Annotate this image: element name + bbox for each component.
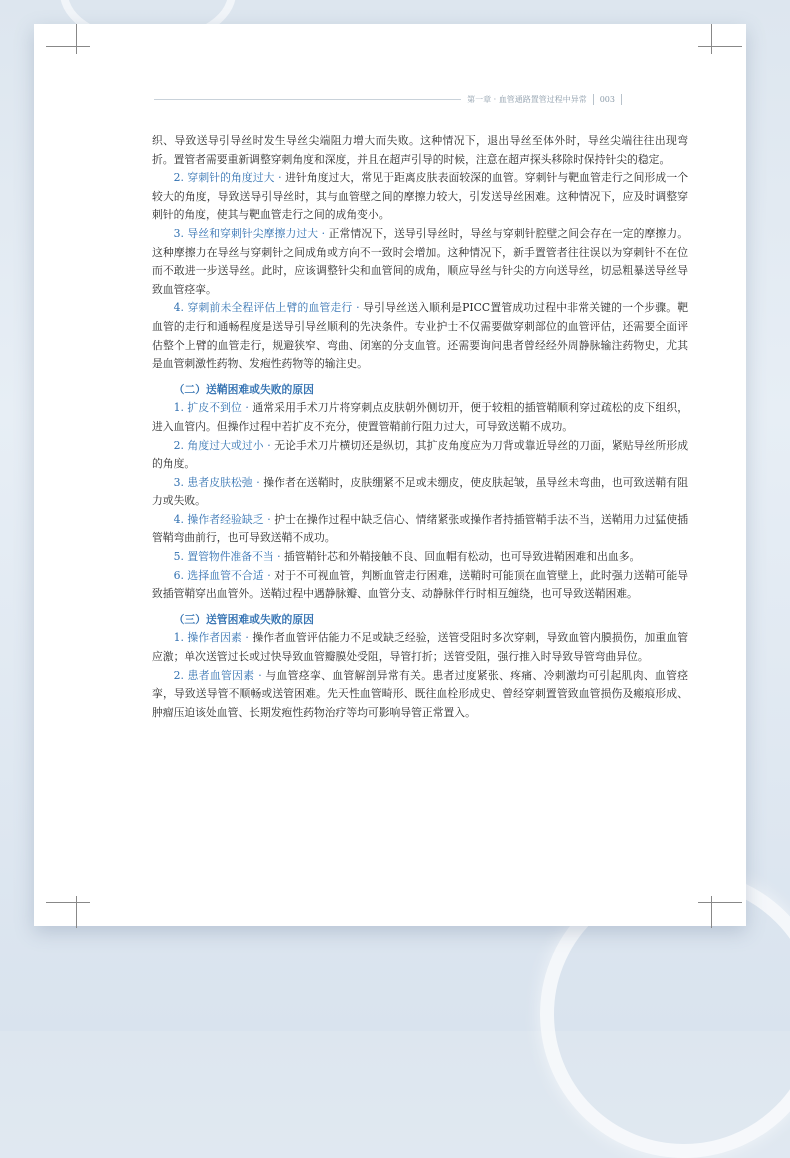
item-title: 2. 角度过大或过小: [173, 438, 264, 452]
paragraph: 2. 角度过大或过小 · 无论手术刀片横切还是纵切，其扩皮角度应为刀背或靠近导丝的刀面，紧贴导丝所形成的角度。: [152, 438, 689, 471]
header-separator: [593, 94, 594, 105]
item-text: 进针角度过大，常见于距离皮肤表面较深的血管。穿刺针与靶血管走行之间形成一个较大的角度，导致送导引导丝时，其与血管壁之间的摩擦力较大，引发送导丝困难。这种情况下，应及时调整穿刺针的角度，使其与靶血管走行之间的成角变小。: [152, 171, 689, 222]
item-title: 1. 扩皮不到位: [173, 401, 242, 415]
item-text: 护士在操作过程中缺乏信心、情绪紧张或操作者持插管鞘手法不当，送鞘用力过猛使插管鞘弯曲前行，也可导致送鞘不成功。: [152, 512, 689, 545]
book-page: [34, 24, 746, 926]
item-text: 与血管痉挛、血管解剖异常有关。患者过度紧张、疼痛、冷刺激均可引起肌肉、血管痉挛，导致送导管不顺畅或送管困难。先天性血管畸形、既往血栓形成史、曾经穿刺置管致血管损伤及瘢痕形成、肿瘤压迫该处血管、长期发疱性药物治疗等均可影响导管正常置入。: [152, 668, 689, 719]
item-title: 4. 操作者经验缺乏: [173, 512, 264, 526]
item-title: 3. 导丝和穿刺针尖摩擦力过大: [173, 226, 319, 240]
item-title: 2. 穿刺针的角度过大: [173, 171, 275, 185]
body-text: [152, 132, 688, 722]
paragraph: 1. 操作者因素 · 操作者血管评估能力不足或缺乏经验，送管受阻时多次穿刺，导致血管内膜损伤，加重血管应激；单次送管过长或过快导致血管瓣膜处受阻，导管打折；送管受阻，强行推入时导致导管弯曲异位。: [152, 631, 689, 664]
paragraph: 4. 操作者经验缺乏 · 护士在操作过程中缺乏信心、情绪紧张或操作者持插管鞘手法不当，送鞘用力过猛使插管鞘弯曲前行，也可导致送鞘不成功。: [152, 512, 689, 545]
item-text: 对于不可视血管，判断血管走行困难，送鞘时可能顶在血管壁上，此时强力送鞘可能导致插管鞘穿出血管外。送鞘过程中遇静脉瓣、血管分支、动静脉伴行时相互缠绕，也可导致送鞘困难。: [152, 568, 689, 601]
crop-mark-bottom-left: [46, 892, 90, 932]
item-title: 2. 患者血管因素: [173, 668, 255, 682]
paragraph: 1. 扩皮不到位 · 通常采用手术刀片将穿刺点皮肤朝外侧切开，便于较粗的插管鞘顺利穿过疏松的皮下组织，进入血管内。但操作过程中若扩皮不充分，使置管鞘前行阻力过大，可导致送鞘不成功。: [152, 401, 689, 433]
item-title: 5. 置管物件准备不当: [173, 550, 274, 564]
item-text: 正常情况下，送导引导丝时，导丝与穿刺针腔壁之间会存在一定的摩擦力。这种摩擦力在导丝与穿刺针之间成角或方向不一致时会增加。这种情况下，新手置管者往往误以为穿刺针不在位而不敢进一步送导丝。此时，应该调整针尖和血管间的成角，顺应导丝与针尖的方向送导丝，切忌粗暴送导丝导致血管痉挛。: [152, 226, 689, 296]
item-text: 操作者在送鞘时，皮肤绷紧不足或未绷皮，使皮肤起皱，虽导丝未弯曲，也可致送鞘有阻力或失败。: [152, 475, 689, 508]
item-title: 1. 操作者因素: [173, 631, 242, 645]
paragraph: 5. 置管物件准备不当 · 插管鞘针芯和外鞘接触不良、回血帽有松动，也可导致进鞘困难和出血多。: [173, 550, 641, 564]
paragraph: 4. 穿刺前未全程评估上臂的血管走行 · 导引导丝送入顺利是PICC置管成功过程中非常关键的一个步骤。靶血管的走行和通畅程度是送导引导丝顺利的先决条件。专业护士不仅需要做穿刺部位的血管评估，还需要全面评估整个上臂的血管走行，规避狭窄、弯曲、闭塞的分支血管。还需要询问患者曾经经外周静脉输注药物史，尤其是血管刺激性药物、发疱性药物等的输注史。: [152, 301, 689, 371]
item-text: 无论手术刀片横切还是纵切，其扩皮角度应为刀背或靠近导丝的刀面，紧贴导丝所形成的角度。: [152, 438, 689, 471]
item-text: 通常采用手术刀片将穿刺点皮肤朝外侧切开，便于较粗的插管鞘顺利穿过疏松的皮下组织，进入血管内。但操作过程中若扩皮不充分，使置管鞘前行阻力过大，可导致送鞘不成功。: [152, 401, 689, 433]
paragraph: 2. 穿刺针的角度过大 · 进针角度过大，常见于距离皮肤表面较深的血管。穿刺针与靶血管走行之间形成一个较大的角度，导致送导引导丝时，其与血管壁之间的摩擦力较大，引发送导丝困难。这种情况下，应及时调整穿刺针的角度，使其与靶血管走行之间的成角变小。: [152, 171, 689, 222]
section-heading: （三）送管困难或失败的原因: [173, 612, 314, 626]
chapter-title: 第一章 · 血管通路置管过程中异常: [467, 95, 587, 104]
paragraph: 6. 选择血管不合适 · 对于不可视血管，判断血管走行困难，送鞘时可能顶在血管壁上，此时强力送鞘可能导致插管鞘穿出血管外。送鞘过程中遇静脉瓣、血管分支、动静脉伴行时相互缠绕，也可导致送鞘困难。: [152, 568, 689, 601]
crop-mark-bottom-right: [698, 892, 742, 932]
crop-mark-top-right: [698, 24, 742, 64]
page-number: 003: [599, 95, 615, 104]
item-title: 4. 穿刺前未全程评估上臂的血管走行: [173, 301, 353, 315]
crop-mark-top-left: [46, 24, 90, 64]
paragraph: 3. 患者皮肤松弛 · 操作者在送鞘时，皮肤绷紧不足或未绷皮，使皮肤起皱，虽导丝未弯曲，也可致送鞘有阻力或失败。: [152, 475, 689, 508]
paragraph-continuation: 织、导致送导引导丝时发生导丝尖端阻力增大而失败。这种情况下，退出导丝至体外时，导丝尖端往往出现弯折。置管者需要重新调整穿刺角度和深度，并且在超声引导的时候，注意在超声探头移除时保持针尖的稳定。: [152, 134, 688, 166]
item-title: 6. 选择血管不合适: [173, 568, 264, 582]
item-text: 操作者血管评估能力不足或缺乏经验，送管受阻时多次穿刺，导致血管内膜损伤，加重血管应激；单次送管过长或过快导致血管瓣膜处受阻，导管打折；送管受阻，强行推入时导致导管弯曲异位。: [152, 631, 689, 664]
running-head: [154, 94, 622, 105]
paragraph: 2. 患者血管因素 · 与血管痉挛、血管解剖异常有关。患者过度紧张、疼痛、冷刺激均可引起肌肉、血管痉挛，导致送导管不顺畅或送管困难。先天性血管畸形、既往血栓形成史、曾经穿刺置管致血管损伤及瘢痕形成、肿瘤压迫该处血管、长期发疱性药物治疗等均可影响导管正常置入。: [152, 668, 689, 719]
item-text: 导引导丝送入顺利是PICC置管成功过程中非常关键的一个步骤。靶血管的走行和通畅程度是送导引导丝顺利的先决条件。专业护士不仅需要做穿刺部位的血管评估，还需要全面评估整个上臂的血管走行，规避狭窄、弯曲、闭塞的分支血管。还需要询问患者曾经经外周静脉输注药物史，尤其是血管刺激性药物、发疱性药物等的输注史。: [152, 301, 689, 371]
header-separator: [621, 94, 622, 105]
item-title: 3. 患者皮肤松弛: [173, 475, 253, 489]
item-text: 插管鞘针芯和外鞘接触不良、回血帽有松动，也可导致进鞘困难和出血多。: [284, 550, 641, 564]
header-rule: [154, 99, 461, 100]
section-heading: （二）送鞘困难或失败的原因: [173, 382, 314, 396]
paragraph: 3. 导丝和穿刺针尖摩擦力过大 · 正常情况下，送导引导丝时，导丝与穿刺针腔壁之间会存在一定的摩擦力。这种摩擦力在导丝与穿刺针之间成角或方向不一致时会增加。这种情况下，新手置管者往往误以为穿刺针不在位而不敢进一步送导丝。此时，应该调整针尖和血管间的成角，顺应导丝与针尖的方向送导丝，切忌粗暴送导丝导致血管痉挛。: [152, 226, 689, 296]
